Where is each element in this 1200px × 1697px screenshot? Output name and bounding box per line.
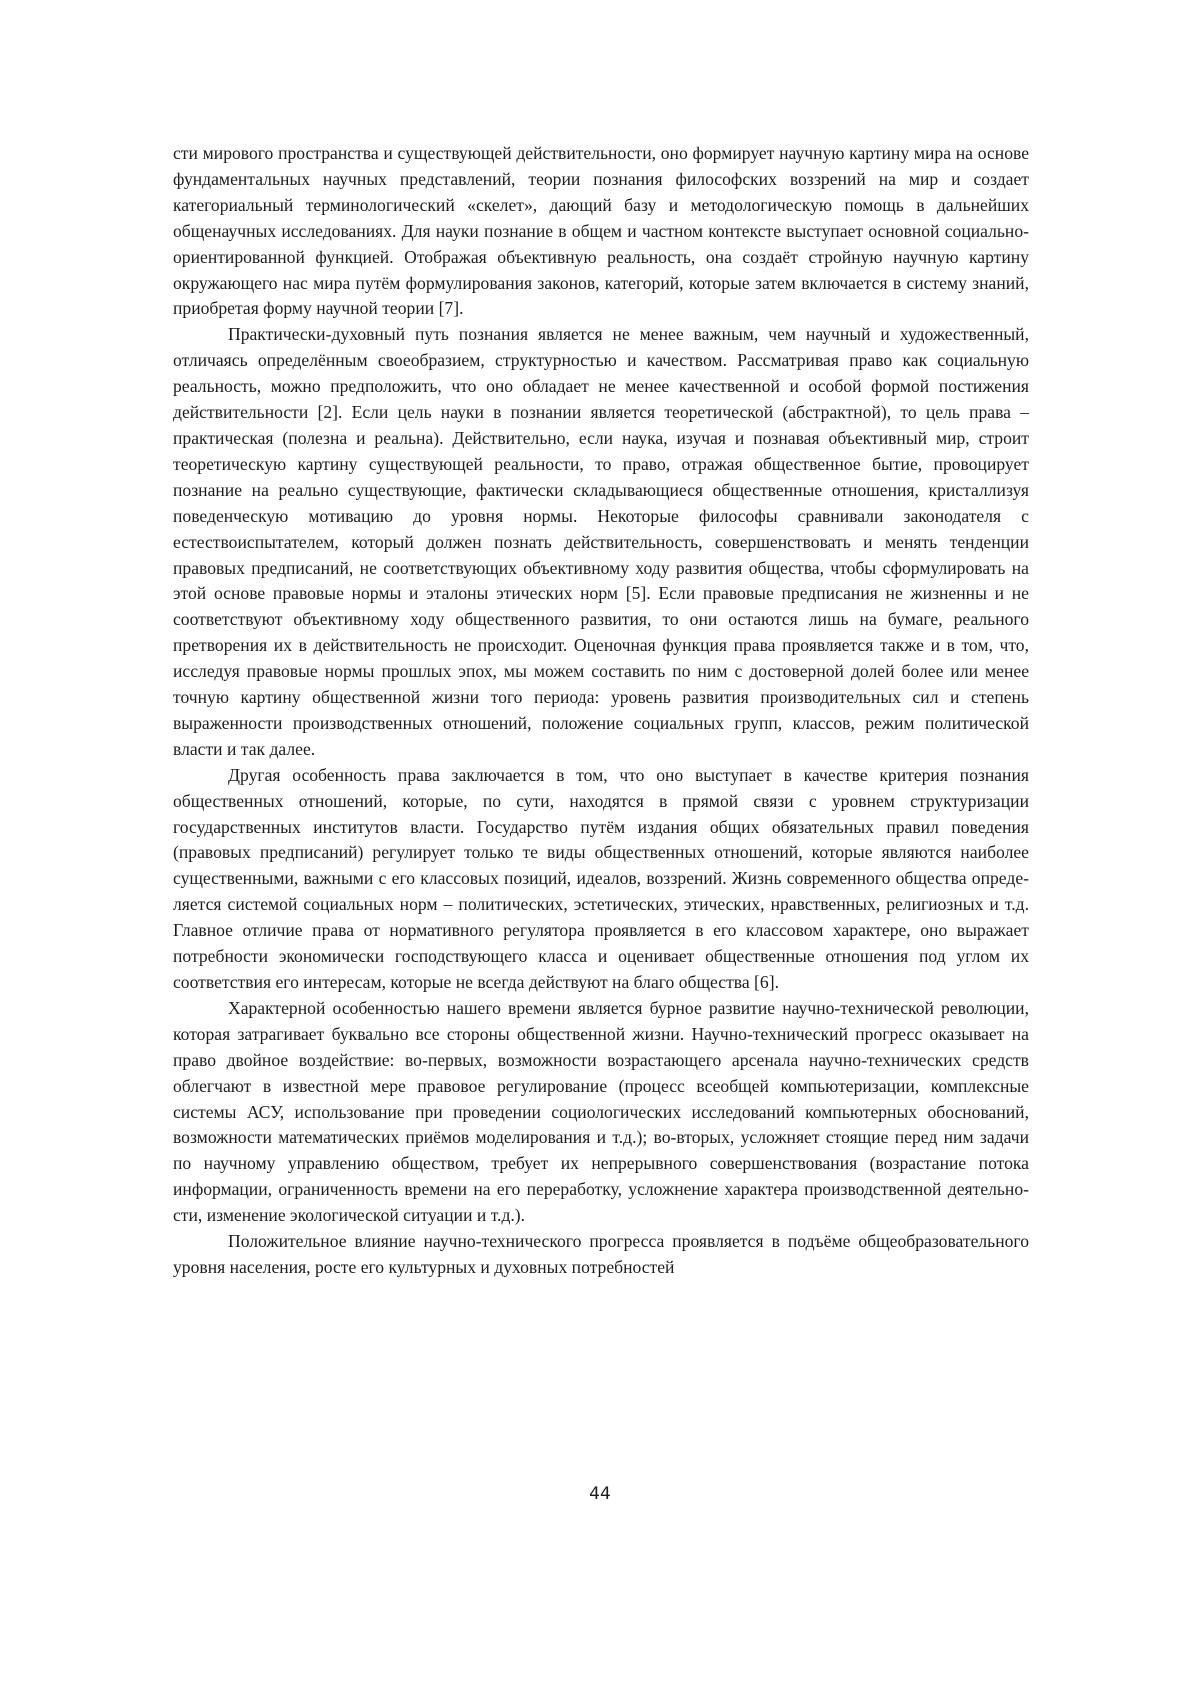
paragraph-5: Положительное влияние научно-технического прогресса проявляется в подъёме общеобразовательного уровня населения, росте его культурных и духовных потребностей: [173, 1231, 1029, 1277]
paragraph-4: Характерной особенностью нашего времени является бурное развитие научно-технической революции, которая затрагивает буквально все стороны общественной жизни. Научно-технический прогресс оказывает на право двойное воздействие: во-первых, возможности возрастающего арсенала научно-технических средств облегчают в известной мере правовое регулирование (процесс всеобщей компьютеризации, комплексные системы АСУ, использование при проведении социологических исследований компьютерных обоснований, возможности математических приёмов моделирования и т.д.); во-вторых, усложняет стоящие перед ним задачи по научному управлению обществом, требует их непрерывного совершенствования (возрастание потока информации, ограниченность времени на его переработку, усложнение характера производственной деятельности, изменение экологической ситуации и т.д.).: [173, 997, 1029, 1226]
paragraph-1: сти мирового пространства и существующей действительности, оно формирует научную картину мира на основе фундаментальных научных представлений, теории познания философских воззрений на мир и создает категориальный терминологический «скелет», дающий базу и методологическую помощь в дальнейших общенаучных исследованиях. Для науки познание в общем и частном контексте выступает основной социально-ориентированной функцией. Отображая объективную реальность, она создаёт стройную научную картину окружающего нас мира путём формулирования законов, категорий, которые затем включается в систему знаний, приобретая форму научной теории [7].: [173, 143, 1029, 319]
page-number: 44: [589, 1484, 611, 1504]
paragraph-3: Другая особенность права заключается в том, что оно выступает в качестве критерия познания общественных отношений, которые, по сути, находятся в прямой связи с уровнем структуризации государственных институтов власти. Государство путём издания общих обязательных правил поведения (правовых предписаний) регулирует только те виды общественных отношений, которые являются наиболее существенными, важными с его классовых позиций, идеалов, воззрений. Жизнь современного общества определяется системой социальных норм – политических, эстетических, этических, нравственных, религиозных и т.д. Главное отличие права от нормативного регулятора проявляется в его классовом характере, оно выражает потребности экономически господствующего класса и оценивает общественные отношения под углом их соответствия его интересам, которые не всегда действуют на благо общества [6].: [173, 764, 1029, 992]
body-text: [173, 141, 1029, 1281]
paragraph-2: Практически-духовный путь познания является не менее важным, чем научный и художественный, отличаясь определённым своеобразием, структурностью и качеством. Рассматривая право как социальную реальность, можно предположить, что оно обладает не менее качественной и особой формой постижения действительности [2]. Если цель науки в познании является теоретической (абстрактной), то цель права – практическая (полезна и реальна). Действительно, если наука, изучая и познавая объективный мир, строит теоретическую картину существующей реальности, то право, отражая общественное бытие, провоцирует познание на реально существующие, фактически складывающиеся общественные отношения, кристаллизуя поведенческую мотивацию до уровня нормы. Некоторые философы сравнивали законодателя с естествоиспытателем, который должен познать действительность, совершенствовать и менять тенденции правовых предписаний, не соответствующих объективному ходу развития общества, чтобы сформулировать на этой основе правовые нормы и эталоны этических норм [5]. Если правовые предписания не жизненны и не соответствуют объективному ходу общественного развития, то они остаются лишь на бумаге, реального претворения их в действительность не происходит. Оценочная функция права проявляется также и в том, что, исследуя правовые нормы прошлых эпох, мы можем составить по ним с достоверной долей более или менее точную картину общественной жизни того периода: уровень развития производительных сил и степень выраженности производственных отношений, положение социальных групп, классов, режим политической власти и так далее.: [173, 324, 1029, 759]
